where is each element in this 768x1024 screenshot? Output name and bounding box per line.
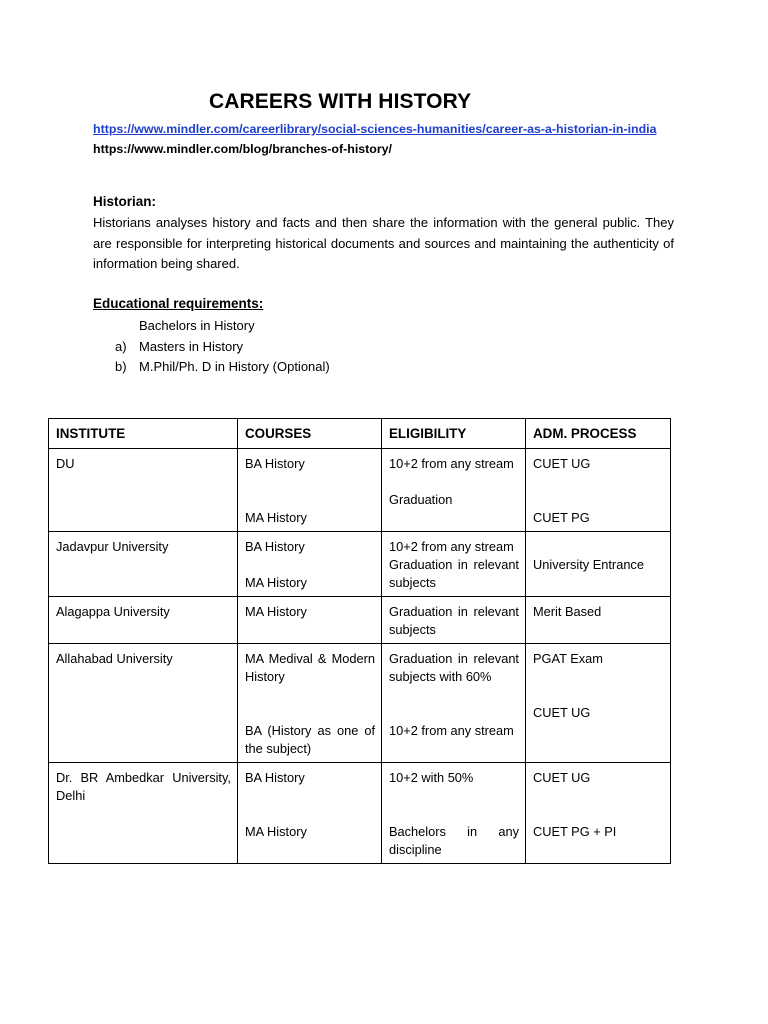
table-row xyxy=(49,763,671,864)
adm-process-cell xyxy=(526,644,671,763)
course-text: BA (History as one of the subject) xyxy=(245,723,375,756)
adm-process-text: CUET UG xyxy=(533,770,591,785)
institute-name: Jadavpur University xyxy=(56,539,169,554)
adm-process-text: CUET PG + PI xyxy=(533,824,617,839)
page-title: CAREERS WITH HISTORY xyxy=(209,90,472,113)
courses-cell xyxy=(238,449,382,532)
eligibility-cell xyxy=(382,597,526,644)
course-text: MA History xyxy=(245,824,307,839)
adm-process-text: University Entrance xyxy=(533,557,644,572)
eligibility-cell xyxy=(382,449,526,532)
adm-process-text: CUET PG xyxy=(533,510,590,525)
adm-process-cell xyxy=(526,449,671,532)
eligibility-cell xyxy=(382,644,526,763)
institute-name: Allahabad University xyxy=(56,651,173,666)
header-adm-process: ADM. PROCESS xyxy=(526,419,671,449)
course-text: MA History xyxy=(245,510,307,525)
institutes-table xyxy=(48,418,671,864)
adm-process-cell xyxy=(526,532,671,597)
institute-cell xyxy=(49,532,238,597)
eligibility-text: 10+2 with 50% xyxy=(389,770,474,785)
career-library-link[interactable]: https://www.mindler.com/careerlibrary/social-sciences-humanities/career-as-a-historian-in-india xyxy=(93,122,657,136)
branches-of-history-link: https://www.mindler.com/blog/branches-of-history/ xyxy=(93,142,393,156)
courses-cell xyxy=(238,597,382,644)
table-header-row xyxy=(49,419,671,449)
institute-name: DU xyxy=(56,456,75,471)
courses-cell xyxy=(238,644,382,763)
header-eligibility: ELIGIBILITY xyxy=(382,419,526,449)
adm-process-text: PGAT Exam xyxy=(533,651,603,666)
eligibility-text: Graduation in relevant subjects xyxy=(389,604,519,637)
table-row xyxy=(49,532,671,597)
table-row xyxy=(49,597,671,644)
header-institute: INSTITUTE xyxy=(49,419,238,449)
institute-cell xyxy=(49,597,238,644)
institute-cell xyxy=(49,763,238,864)
list-item-text: Masters in History xyxy=(139,338,244,354)
institute-cell xyxy=(49,449,238,532)
adm-process-cell xyxy=(526,763,671,864)
course-text: BA History xyxy=(245,539,305,554)
table-row xyxy=(49,449,671,532)
list-item-text: Bachelors in History xyxy=(139,318,255,333)
eligibility-cell xyxy=(382,763,526,864)
list-marker: a) xyxy=(115,338,127,354)
eligibility-text: Graduation xyxy=(389,492,453,507)
institute-name: Alagappa University xyxy=(56,604,170,619)
eligibility-cell xyxy=(382,532,526,597)
eligibility-text: 10+2 from any stream xyxy=(389,723,514,738)
adm-process-text: CUET UG xyxy=(533,705,591,720)
list-item-text: M.Phil/Ph. D in History (Optional) xyxy=(139,359,330,374)
eligibility-text: Graduation in relevant subjects with 60% xyxy=(389,651,519,684)
course-text: BA History xyxy=(245,456,305,471)
institute-cell xyxy=(49,644,238,763)
courses-cell xyxy=(238,763,382,864)
eligibility-text: Bachelors in any discipline xyxy=(389,824,519,857)
courses-cell xyxy=(238,532,382,597)
course-text: MA History xyxy=(245,604,307,619)
list-marker: b) xyxy=(115,359,127,374)
course-text: BA History xyxy=(245,770,305,785)
education-heading: Educational requirements: xyxy=(93,296,264,311)
historian-description: Historians analyses history and facts and then share the information with the general public. They are responsible for interpreting historical documents and sources and maintaining the authenticity of information being shared. xyxy=(93,215,674,271)
table-row xyxy=(49,644,671,763)
eligibility-text: 10+2 from any stream xyxy=(389,456,514,471)
header-courses: COURSES xyxy=(238,419,382,449)
institute-name: Dr. BR Ambedkar University, Delhi xyxy=(56,770,231,803)
adm-process-text: CUET UG xyxy=(533,456,591,471)
course-text: MA Medival & Modern History xyxy=(245,651,375,684)
course-text: MA History xyxy=(245,575,307,590)
historian-heading: Historian: xyxy=(93,194,157,209)
adm-process-text: Merit Based xyxy=(533,604,602,619)
eligibility-text: Graduation in relevant subjects xyxy=(389,557,519,590)
eligibility-text: 10+2 from any stream xyxy=(389,539,514,554)
adm-process-cell xyxy=(526,597,671,644)
